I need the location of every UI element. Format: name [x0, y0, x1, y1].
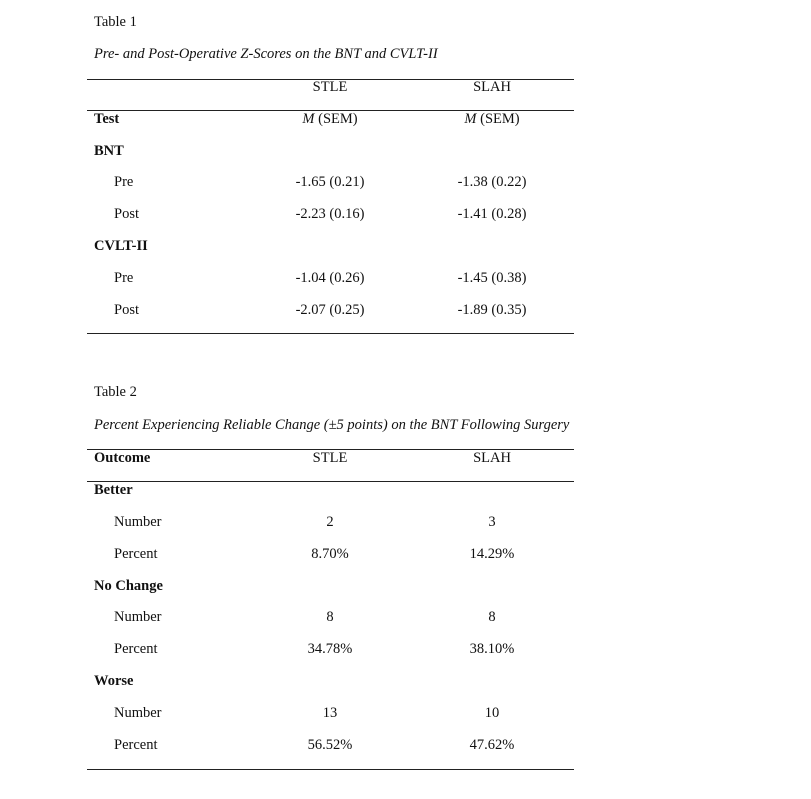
table-1-cell: -2.07 (0.25)	[295, 302, 365, 318]
table-1-header-slah: SLAH	[473, 79, 511, 95]
table-1-row-label: Post	[114, 302, 139, 318]
table-1-header-stle: STLE	[312, 79, 348, 95]
table-1-section-bnt: BNT	[94, 143, 124, 159]
table-2-header-stle: STLE	[312, 450, 348, 466]
table-1-cell: -1.89 (0.35)	[457, 302, 527, 318]
table-2-cell: 47.62%	[469, 737, 515, 753]
table-2-cell: 13	[322, 705, 338, 721]
table-1-cell: -1.45 (0.38)	[457, 270, 527, 286]
table-2-row-label: Number	[114, 705, 162, 721]
table-1-section-cvlt: CVLT-II	[94, 238, 148, 254]
table-2-section-no-change: No Change	[94, 578, 163, 594]
table-2-cell: 3	[488, 514, 496, 530]
stat-sem-label: (SEM)	[318, 111, 358, 127]
table-1-row-label: Post	[114, 206, 139, 222]
table-2-label: Table 2	[94, 384, 137, 400]
table-2-cell: 56.52%	[307, 737, 353, 753]
table-2-row-label: Number	[114, 609, 162, 625]
table-2-row-label: Percent	[114, 641, 158, 657]
table-1-row-label: Pre	[114, 174, 134, 190]
table-1-bottom-rule	[87, 333, 574, 334]
table-2-stub-header: Outcome	[94, 450, 151, 466]
table-2-section-better: Better	[94, 482, 133, 498]
table-2-section-worse: Worse	[94, 673, 134, 689]
table-2-cell: 10	[484, 705, 500, 721]
table-2-cell: 8	[488, 609, 496, 625]
table-2-row-label: Percent	[114, 737, 158, 753]
table-2-cell: 2	[326, 514, 334, 530]
stat-mean-symbol: M	[464, 111, 477, 127]
table-1-row-label: Pre	[114, 270, 134, 286]
table-2-cell: 34.78%	[307, 641, 353, 657]
table-2-cell: 8	[326, 609, 334, 625]
table-2-caption: Percent Experiencing Reliable Change (±5 points) on the BNT Following Surgery	[94, 417, 570, 433]
table-1-label: Table 1	[94, 14, 137, 30]
table-1-stat-label-stle	[302, 111, 357, 128]
table-1-stub-header: Test	[94, 111, 120, 127]
table-2-row-label: Number	[114, 514, 162, 530]
table-2-cell: 38.10%	[469, 641, 515, 657]
table-2-header-slah: SLAH	[473, 450, 511, 466]
table-1-cell: -1.65 (0.21)	[295, 174, 365, 190]
table-2-header-rule	[87, 481, 574, 482]
table-2-bottom-rule	[87, 769, 574, 770]
table-2-row-label: Percent	[114, 546, 158, 562]
stat-mean-symbol: M	[302, 111, 315, 127]
stat-sem-label: (SEM)	[480, 111, 520, 127]
table-1-caption: Pre- and Post-Operative Z-Scores on the BNT and CVLT-II	[94, 46, 438, 62]
table-2-cell: 14.29%	[469, 546, 515, 562]
table-1-stat-label-slah	[464, 111, 519, 128]
table-1-cell: -2.23 (0.16)	[295, 206, 365, 222]
table-2-cell: 8.70%	[311, 546, 349, 562]
table-1-cell: -1.04 (0.26)	[295, 270, 365, 286]
table-1-cell: -1.38 (0.22)	[457, 174, 527, 190]
table-1-cell: -1.41 (0.28)	[457, 206, 527, 222]
